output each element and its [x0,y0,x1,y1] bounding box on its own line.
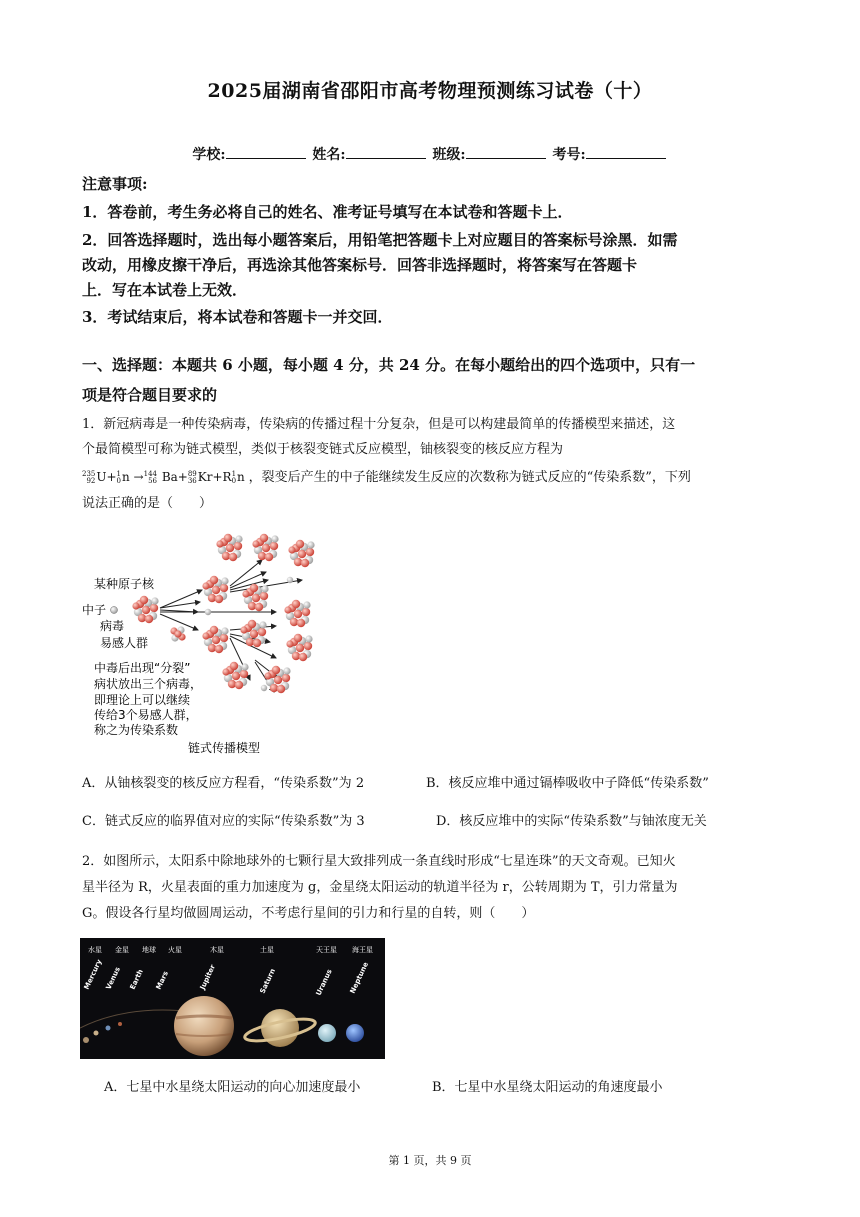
uranus-planet [318,1024,336,1042]
notice-item-2: 2．回答选择题时，选出每小题答案后，用铅笔把答题卡上对应题目的答案标号涂黑．如需 [82,231,678,249]
label-neutron: 中子 [82,603,107,617]
earth-planet [106,1026,111,1031]
en-earth: Earth [128,968,145,991]
q1-option-b[interactable]: B．核反应堆中通过镉棒吸收中子降低“传染系数” [426,776,709,791]
exam-number-label: 考号: [552,147,586,163]
fission-equation: 235 92 U+ 1 0 n → 144 56 Ba+ 89 36 Kr+R 1 0 n [82,469,249,485]
en-mercury: Mercury [82,958,104,991]
en-venus: Venus [104,965,122,991]
en-jupiter: Jupiter [198,963,218,991]
class-blank [466,146,546,159]
cn-saturn: 土星 [260,946,274,954]
q1-equation-line [82,464,778,491]
q2-stem-line1: 2．如图所示，太阳系中除地球外的七颗行星大致排列成一条直线时形成“七星连珠”的天文奇观。已知火 [82,854,676,869]
q2-option-a[interactable]: A．七星中水星绕太阳运动的向心加速度最小 [104,1080,361,1095]
q1-stem-line4: 说法正确的是（ ） [82,496,213,511]
q1-stem-line2: 个最简模型可称为链式模型，类似于核裂变链式反应模型，铀核裂变的核反应方程为 [82,442,564,457]
mars-planet [118,1022,122,1026]
jupiter-planet [174,996,234,1056]
desc-line1: 中毒后出现“分裂” [94,661,191,675]
q2-option-b[interactable]: B．七星中水星绕太阳运动的角速度最小 [432,1080,663,1095]
q1-equation-tail: ，裂变后产生的中子能继续发生反应的次数称为链式反应的“传染系数”，下列 [248,470,691,485]
student-info-line [0,144,860,164]
cn-uranus: 天王星 [316,946,337,954]
page-footer: 第 1 页，共 9 页 [388,1154,472,1167]
en-saturn: Saturn [258,967,278,995]
section-heading-line1: 一、选择题：本题共 6 小题，每小题 4 分，共 24 分。在每小题给出的四个选项中，只有一 [82,356,696,374]
q1-option-d[interactable]: D．核反应堆中的实际“传染系数”与铀浓度无关 [436,814,707,829]
desc-line4: 传给3个易感人群， [94,708,198,722]
q1-option-c[interactable]: C．链式反应的临界值对应的实际“传染系数”为 3 [82,814,365,829]
page-title: 2025届湖南省邵阳市高考物理预测练习试卷（十） [207,80,653,102]
cn-mars: 火星 [168,946,182,954]
figure-caption: 链式传播模型 [188,741,261,755]
label-virus: 病毒 [100,619,125,633]
notice-item-3: 3．考试结束后，将本试卷和答题卡一并交回． [82,308,393,326]
cn-venus: 金星 [115,946,129,954]
planets-figure [80,938,385,1059]
q2-stem-line3: G。假设各行星均做圆周运动，不考虑行星间的引力和行星的自转，则（ ） [82,906,535,921]
en-mars: Mars [154,969,170,991]
name-blank [346,146,426,159]
cn-neptune: 海王星 [352,946,373,954]
q1-option-a[interactable]: A．从铀核裂变的核反应方程看，“传染系数”为 2 [82,776,365,791]
notice-heading: 注意事项: [82,175,148,193]
q1-stem-line1: 1．新冠病毒是一种传染病毒，传染病的传播过程十分复杂，但是可以构建最简单的传播模型来描述，这 [82,417,676,432]
venus-planet [94,1031,99,1036]
name-label: 姓名: [312,147,346,163]
school-label: 学校: [192,147,226,163]
en-neptune: Neptune [348,960,371,995]
desc-line2: 病状放出三个病毒， [94,677,203,691]
notice-item-2-end: 上．写在本试卷上无效． [82,281,248,299]
exam-number-blank [586,146,666,159]
cn-earth: 地球 [142,946,156,954]
q2-stem-line2: 星半径为 R，火星表面的重力加速度为 g，金星绕太阳运动的轨道半径为 r，公转周期为 T，引力常量为 [82,880,678,895]
chain-model-figure [80,530,330,758]
school-blank [226,146,306,159]
notice-item-2-cont: 改动，用橡皮擦干净后，再选涂其他答案标号．回答非选择题时，将答案写在答题卡 [82,256,638,274]
label-nucleus: 某种原子核 [94,577,155,591]
desc-line5: 称之为传染系数 [94,723,179,737]
class-label: 班级: [432,147,466,163]
section-heading-line2: 项是符合题目要求的 [82,386,218,404]
notice-item-1: 1．答卷前，考生务必将自己的姓名、准考证号填写在本试卷和答题卡上． [82,203,573,221]
neptune-planet [346,1024,364,1042]
mercury-planet [83,1037,89,1043]
cn-mercury: 水星 [88,946,102,954]
label-crowd: 易感人群 [100,636,149,650]
cn-jupiter: 木星 [210,946,224,954]
en-uranus: Uranus [314,968,334,997]
desc-line3: 即理论上可以继续 [94,693,191,707]
